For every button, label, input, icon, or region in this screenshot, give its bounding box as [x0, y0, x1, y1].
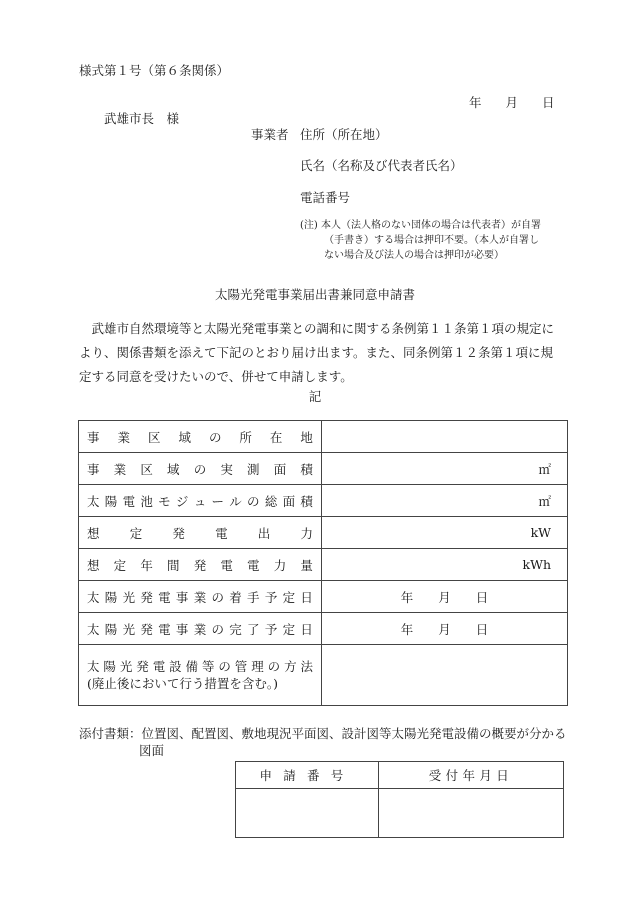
row-value-field[interactable]: [322, 421, 568, 453]
receipt-header-number: [236, 762, 379, 789]
table-row: [79, 517, 568, 549]
attachments-line-2: 図面: [139, 743, 165, 758]
receipt-number-field[interactable]: [236, 789, 379, 838]
attachments-line-1: 添付書類：位置図、配置図、敷地現況平面図、設計図等太陽光発電設備の概要が分かる: [79, 726, 567, 741]
table-row: [79, 485, 568, 517]
table-row: [79, 581, 568, 613]
row-value-field[interactable]: 年 月 日: [322, 581, 568, 613]
row-label-text: 太 陽 光 発 電 事 業 の 着 手 予 定 日: [87, 589, 313, 605]
form-id: 様式第１号（第６条関係）: [79, 63, 230, 78]
table-row: [79, 645, 568, 706]
document-title: 太陽光発電事業届出書兼同意申請書: [214, 287, 415, 302]
note-line-3: ない場合及び法人の場合は押印が必要）: [324, 250, 504, 261]
row-value-field[interactable]: kWh: [322, 549, 568, 581]
note-line-2: （手書き）する場合は押印不要。（本人が自署し: [324, 235, 539, 246]
receipt-body-row: [236, 789, 564, 838]
applicant-role: 事業者: [251, 127, 289, 142]
row-label-text: 太 陽 電 池 モ ジ ュ ー ル の 総 面 積: [87, 493, 313, 509]
row-label: [79, 549, 322, 581]
receipt-table: [235, 761, 564, 838]
receipt-header-row: [236, 762, 564, 789]
row-label-text: 事 業 区 域 の 実 測 面 積: [87, 461, 313, 477]
row-label: [79, 645, 322, 706]
row-value-field[interactable]: ㎡: [322, 485, 568, 517]
row-label-text: 想 定 年 間 発 電 電 力 量: [87, 557, 313, 573]
row-value-field[interactable]: 年 月 日: [322, 613, 568, 645]
row-label: [79, 517, 322, 549]
body-paragraph: 武雄市自然環境等と太陽光発電事業との調和に関する条例第１１条第１項の規定により、関係書類を添えて下記のとおり届け出ます。また、同条例第１２条第１項に規定する同意を受けたいので、併せて申請します。: [79, 321, 555, 384]
receipt-date-field[interactable]: [379, 789, 564, 838]
receipt-header-date: [379, 762, 564, 789]
receipt-header-date-text: 受付年月日: [428, 768, 514, 783]
name-label: 氏名（名称及び代表者氏名）: [300, 158, 463, 173]
row-label: [79, 485, 322, 517]
addressee: 武雄市長 様: [104, 111, 180, 126]
table-row: [79, 613, 568, 645]
row-label: [79, 581, 322, 613]
row-label-text: 事 業 区 域 の 所 在 地: [87, 429, 313, 445]
row-label: [79, 453, 322, 485]
row-label: [79, 421, 322, 453]
note-line-1: (注) 本人（法人格のない団体の場合は代表者）が自署: [300, 220, 541, 231]
row-label-subtext: (廃止後において行う措置を含む。): [87, 676, 279, 691]
application-table: [78, 420, 568, 706]
date-line: [469, 97, 555, 110]
date-day: 日: [542, 95, 555, 110]
table-row: [79, 549, 568, 581]
row-label-text: 想 定 発 電 出 力: [87, 525, 313, 541]
table-row: [79, 421, 568, 453]
receipt-header-number-text: 申請番号: [259, 768, 355, 783]
date-year: 年: [469, 95, 482, 110]
ki-heading: 記: [308, 389, 322, 404]
attachments: [79, 725, 567, 759]
row-value-field[interactable]: [322, 645, 568, 706]
seal-note: [300, 218, 570, 263]
row-label: [79, 613, 322, 645]
row-value-field[interactable]: ㎡: [322, 453, 568, 485]
body-text: [79, 317, 554, 389]
date-month: 月: [505, 95, 519, 110]
row-label-text: 太 陽 光 発 電 設 備 等 の 管 理 の 方 法: [87, 659, 313, 674]
row-value-field[interactable]: kW: [322, 517, 568, 549]
phone-label: 電話番号: [300, 190, 351, 205]
table-row: [79, 453, 568, 485]
row-label-text: 太 陽 光 発 電 事 業 の 完 了 予 定 日: [87, 621, 313, 637]
address-label: 住所（所在地）: [300, 127, 388, 142]
